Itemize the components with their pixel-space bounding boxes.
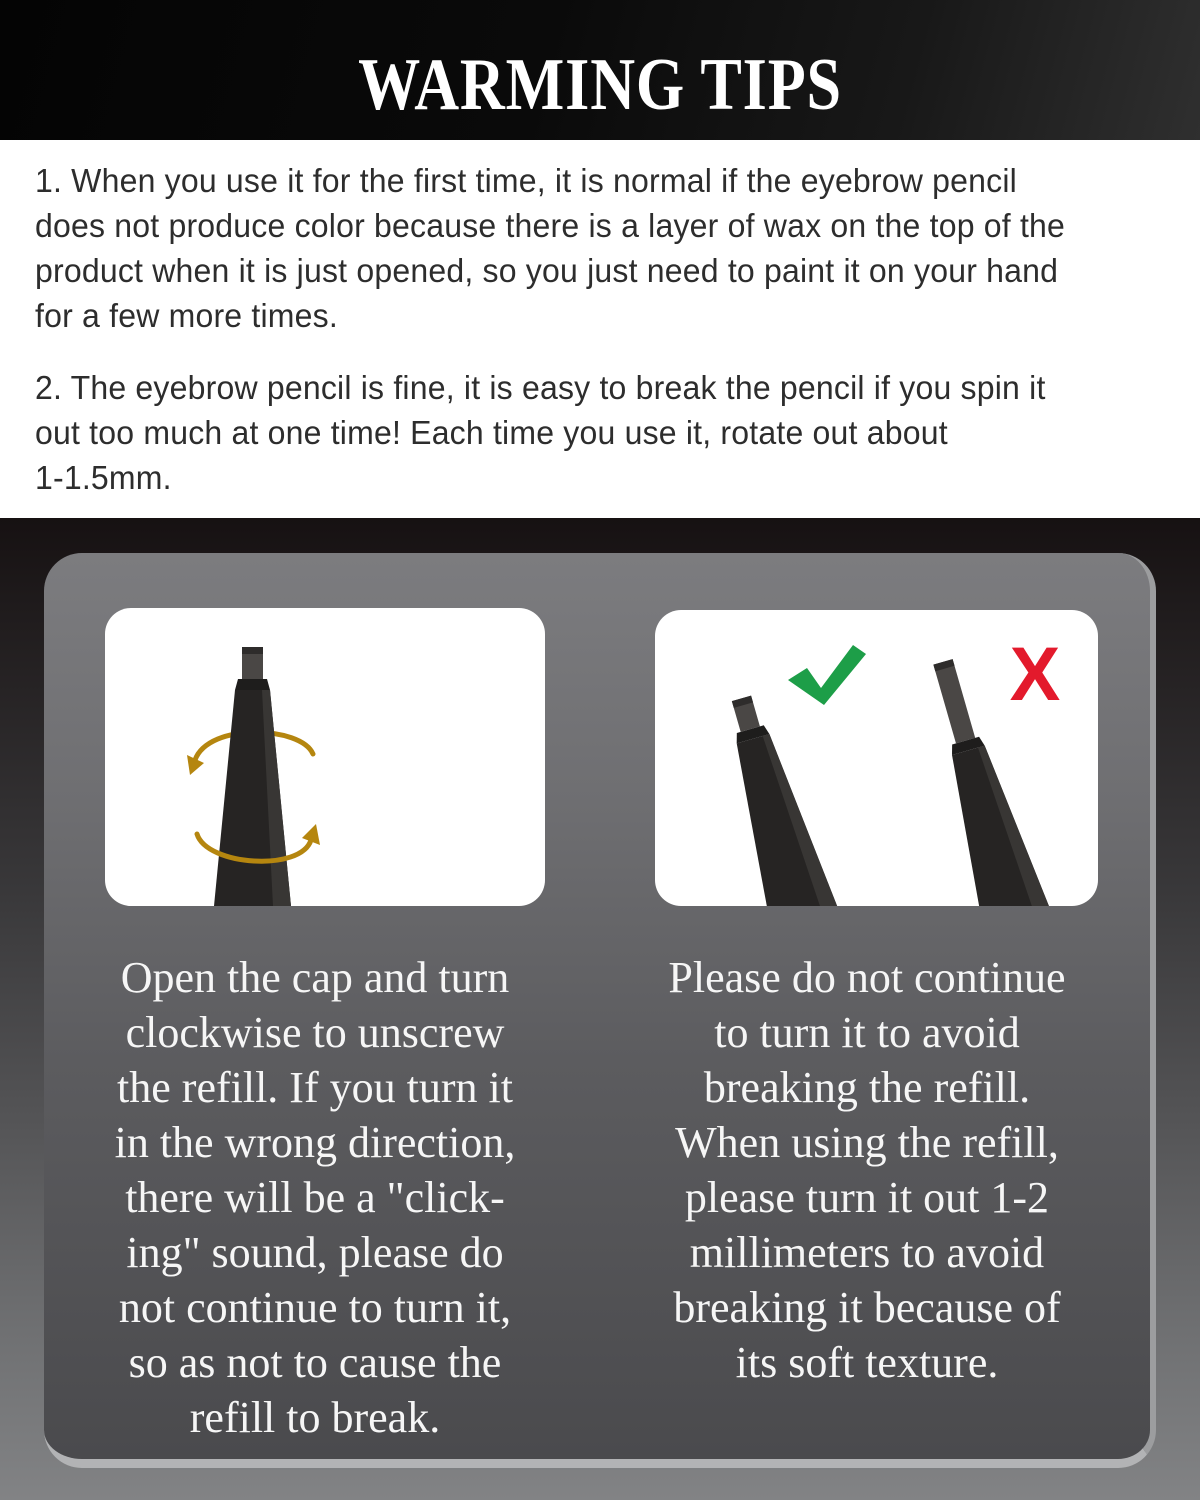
intro-line: does not produce color because there is a layer of wax on the top of the <box>35 207 1066 244</box>
caption-line: not continue to turn it, <box>118 1283 512 1332</box>
refill-length-illustration <box>655 610 1098 906</box>
page-title: WARMING TIPS <box>358 43 842 126</box>
intro-paragraph-1 <box>35 158 1097 338</box>
dark-section <box>0 518 1200 1500</box>
refill-length-photo <box>655 610 1098 906</box>
caption-line: Please do not continue <box>668 953 1066 1002</box>
right-caption <box>637 950 1097 1390</box>
instruction-panel <box>44 553 1156 1468</box>
eyebrow-pencil-tip <box>214 647 291 906</box>
intro-line: 1-1.5mm. <box>35 459 172 496</box>
caption-line: the refill. If you turn it <box>117 1063 513 1112</box>
pencil-short-refill <box>705 688 850 906</box>
caption-line: its soft texture. <box>735 1338 999 1387</box>
intro-line: for a few more times. <box>35 297 338 334</box>
pencil-rotate-illustration <box>105 608 545 906</box>
caption-line: so as not to cause the <box>128 1338 502 1387</box>
caption-line: breaking the refill. <box>703 1063 1031 1112</box>
intro-line: 2. The eyebrow pencil is fine, it is easy to break the pencil if you spin it <box>35 369 1046 406</box>
intro-line: 1. When you use it for the first time, it is normal if the eyebrow pencil <box>35 162 1017 199</box>
left-caption <box>85 950 545 1445</box>
caption-line: please turn it out 1-2 <box>684 1173 1050 1222</box>
header-bar <box>0 0 1200 140</box>
check-icon <box>788 645 866 705</box>
intro-line: product when it is just opened, so you just need to paint it on your hand <box>35 252 1059 289</box>
caption-line: refill to break. <box>189 1393 441 1442</box>
caption-line: ing" sound, please do <box>126 1228 504 1277</box>
caption-line: Open the cap and turn <box>120 953 510 1002</box>
intro-paragraph-2 <box>35 365 1077 500</box>
intro-line: out too much at one time! Each time you use it, rotate out about <box>35 414 948 451</box>
caption-line: to turn it to avoid <box>714 1008 1020 1057</box>
caption-line: there will be a "click- <box>125 1173 505 1222</box>
caption-line: clockwise to unscrew <box>125 1008 505 1057</box>
caption-line: breaking it because of <box>673 1283 1061 1332</box>
caption-line: When using the refill, <box>675 1118 1059 1167</box>
caption-line: in the wrong direction, <box>114 1118 516 1167</box>
pencil-rotate-photo <box>105 608 545 906</box>
x-icon: X <box>1009 632 1061 717</box>
caption-line: millimeters to avoid <box>689 1228 1045 1277</box>
